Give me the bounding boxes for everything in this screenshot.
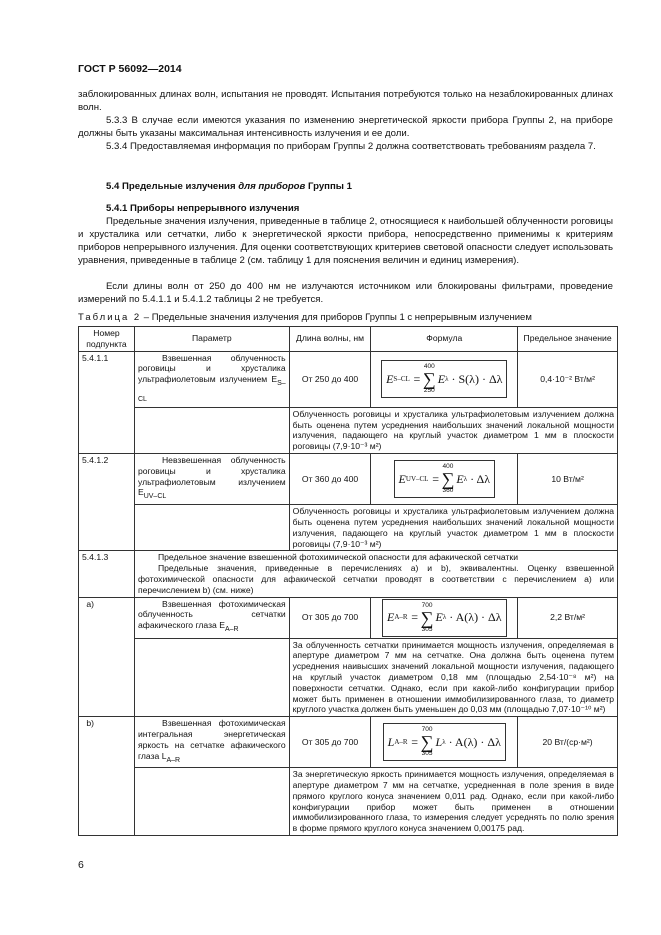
formula-lhs: E [398, 471, 406, 486]
header-number: Номер подпункта [79, 327, 135, 352]
sum-icon: 700 ∑ 305 [420, 601, 434, 633]
row-formula: E A–R = 700 ∑ 305 E λ · A(λ) · Δλ [371, 597, 518, 638]
header-wavelength: Длина волны, нм [289, 327, 371, 352]
row-limit: 20 Вт/(ср·м²) [518, 717, 618, 768]
table-caption [78, 312, 618, 323]
formula-body-sub: λ [442, 737, 446, 746]
row-parameter [134, 351, 289, 407]
sum-icon: 400 ∑ 360 [441, 463, 455, 495]
sum-upper: 700 [421, 726, 433, 734]
header-formula: Формула [371, 327, 518, 352]
table-note-row [79, 638, 618, 717]
section-5-4-1-title: 5.4.1 Приборы непрерывного излучения [106, 203, 300, 214]
section-title-part1: 5.4 Предельные излучения [106, 181, 239, 192]
limits-table [78, 326, 618, 836]
formula-body-sub: λ [463, 474, 468, 483]
table-row [79, 351, 618, 407]
formula-body-sub: λ [445, 374, 449, 383]
row-parameter [134, 453, 289, 504]
formula-body: E [435, 610, 443, 625]
header-parameter: Параметр [134, 327, 289, 352]
paragraph-wavelength-note: Если длины волн от 250 до 400 нм не излучаются источником или блокированы фильтрами, проведение измерений по 5.4.1.1 и 5.4.1.2 таблицы 2 не требуется. [78, 281, 613, 305]
formula-body-sub: λ [442, 613, 447, 622]
description-line2: Предельные значения, приведенные в перечислениях a) и b), эквивалентны. Оценку взвешенной фотохимической опасности для афакической сетчатки проводят в соответствии с перечислением a) или перечислением b) (см. ниже) [137, 563, 614, 595]
formula-lhs-sub: S–CL [393, 374, 410, 383]
formula-rest: · S(λ) · Δλ [451, 371, 503, 386]
param-text: Взвешенная облученность роговицы и хрусталика ультрафиолетовым излучением E [137, 352, 286, 385]
sum-upper: 400 [423, 363, 435, 371]
sum-lower: 250 [423, 387, 435, 395]
sum-upper: 700 [421, 601, 433, 609]
param-subscript: A–R [224, 626, 239, 634]
formula-lhs: E [386, 371, 394, 386]
formula-rest: · Δλ [470, 471, 491, 486]
row-note: Облученность роговицы и хрусталика ультрафиолетовым излучением должна быть оценена путем усреднения наибольших значений локальной мощности излучения, падающего на круглый участок диаметром 1 мм в плоскости роговицы (7,9·10⁻³ м²) [289, 505, 617, 551]
sum-upper: 400 [442, 463, 454, 471]
row-wavelength: От 305 до 700 [289, 597, 371, 638]
sum-lower: 305 [421, 750, 433, 758]
table-note-row [79, 505, 618, 551]
header-limit: Предельное значение [518, 327, 618, 352]
formula-body: L [435, 734, 443, 749]
paragraph-intro: Предельные значения излучения, приведенные в таблице 2, относящиеся к наибольшей облученности роговицы и хрусталика или сетчатки, либо к энергетической яркости прибора, непосредственно применимы к критериям приборов непрерывного излучения. Для оценки соответствующих критериев световой опасности следует использовать уравнения, приведенные в таблице 2 (см. таблицу 1 для пояснения величин и единиц измерения). [78, 216, 613, 266]
formula-rest: · A(λ) · Δλ [449, 610, 502, 625]
row-number: 5.4.1.2 [79, 453, 135, 550]
row-limit: 10 Вт/м² [518, 453, 618, 504]
table-row [79, 453, 618, 504]
formula-body: E [437, 371, 446, 386]
section-title-part3: Группы 1 [305, 181, 352, 192]
sum-icon: 400 ∑ 250 [422, 363, 436, 395]
formula-rest: · A(λ) · Δλ [448, 734, 501, 749]
row-wavelength: От 360 до 400 [289, 453, 371, 504]
row-note: За энергетическую яркость принимается мощность излучения, определяемая в апертуре диаметром 7 мм на сетчатке, усредненная в поле зрения в виде прямого круглого конуса значением 0,011 рад. Однако, если при какой-либо конфигурации прибор может быть применен в отношении иммобилизированного глаза, то измерения следует усреднять по полю зрения в форме прямого круглого конуса значением 0,00175 рад. [289, 768, 617, 836]
row-number: 5.4.1.3 [79, 551, 135, 597]
paragraph-5-3-3: 5.3.3 В случае если имеются указания по изменению энергетической яркости прибора Группы 2, на приборе должны быть указаны максимальная интенсивность излучения и ее доли. [78, 115, 613, 139]
row-formula: E S–CL = 400 ∑ 250 E λ · S(λ) · Δλ [371, 351, 518, 407]
row-number: 5.4.1.1 [79, 351, 135, 453]
row-parameter [134, 717, 289, 768]
table-row [79, 551, 618, 597]
formula-lhs-sub: A–R [394, 737, 408, 746]
row-limit: 2,2 Вт/м² [518, 597, 618, 638]
row-number: b) [79, 717, 135, 836]
table-caption-text: – Предельные значения излучения для приборов Группы 1 с непрерывным излучением [141, 312, 532, 323]
row-note: Облученность роговицы и хрусталика ультрафиолетовым излучением должна быть оценена путем усреднения наибольших значений локальной мощности излучения, падающего на круглый участок диаметром 1 мм в плоскости роговицы (7,9·10⁻³ м²) [289, 407, 617, 453]
row-formula: L A–R = 700 ∑ 305 L λ · A(λ) · Δλ [371, 717, 518, 768]
sum-icon: 700 ∑ 305 [420, 726, 434, 758]
param-subscript: A–R [166, 756, 181, 764]
row-limit: 0,4·10⁻² Вт/м² [518, 351, 618, 407]
table-note-row [79, 407, 618, 453]
table-row [79, 597, 618, 638]
table-note-row [79, 768, 618, 836]
table-header-row [79, 327, 618, 352]
paragraph-5-3-4: 5.3.4 Предоставляемая информация по приборам Группы 2 должна соответствовать требованиям раздела 7. [106, 141, 596, 152]
row-formula: E UV–CL = 400 ∑ 360 E λ · Δλ [371, 453, 518, 504]
description-line1: Предельное значение взвешенной фотохимической опасности для афакической сетчатки [157, 552, 518, 563]
row-wavelength: От 250 до 400 [289, 351, 371, 407]
param-text: Взвешенная фотохимическая облученность сетчатки афакического глаза E [137, 598, 286, 631]
row-description [134, 551, 617, 597]
page-number: 6 [78, 859, 84, 871]
formula-lhs: L [387, 734, 395, 749]
formula-lhs-sub: UV–CL [405, 474, 429, 483]
section-5-4-title [78, 180, 613, 193]
param-subscript: UV–CL [143, 493, 167, 501]
row-wavelength: От 305 до 700 [289, 717, 371, 768]
formula-lhs: E [386, 610, 395, 625]
param-text: Невзвешенная облученность роговицы и хрусталика ультрафиолетовым излучением E [137, 454, 286, 498]
formula-lhs-sub: A–R [394, 613, 408, 622]
table-caption-label: Таблица 2 [78, 312, 142, 323]
section-title-part2: для приборов [238, 181, 306, 192]
table-row [79, 717, 618, 768]
row-number: a) [79, 597, 135, 717]
document-header: ГОСТ Р 56092—2014 [78, 63, 182, 75]
sum-lower: 360 [442, 487, 454, 495]
param-subscript: S–CL [137, 380, 286, 403]
param-text: Взвешенная фотохимическая интегральная энергетическая яркость на сетчатке афакического глаза L [137, 718, 286, 761]
paragraph-continuation: заблокированных длинах волн, испытания не проводят. Испытания потребуются только на незаблокированных длинах волн. [78, 89, 613, 113]
row-note: За облученность сетчатки принимается мощность излучения, определяемая в апертуре диаметром 7 мм на сетчатке. Она должна быть оценена путем усреднения наивысших значений локальной мощности излучения, падающего на круглый участок диаметром 0,18 мм (площадью 2,54·10⁻⁸ м²) на поверхности сетчатки. Однако, если при какой-либо конфигурации прибор может быть применен в отношении иммобилизированного глаза, то диаметр круглого участка должен быть уменьшен до 0,03 мм (площадью 7,07·10⁻¹⁰ м²) [289, 638, 617, 717]
formula-body: E [456, 471, 464, 486]
row-parameter [134, 597, 289, 638]
sum-lower: 305 [421, 625, 433, 633]
